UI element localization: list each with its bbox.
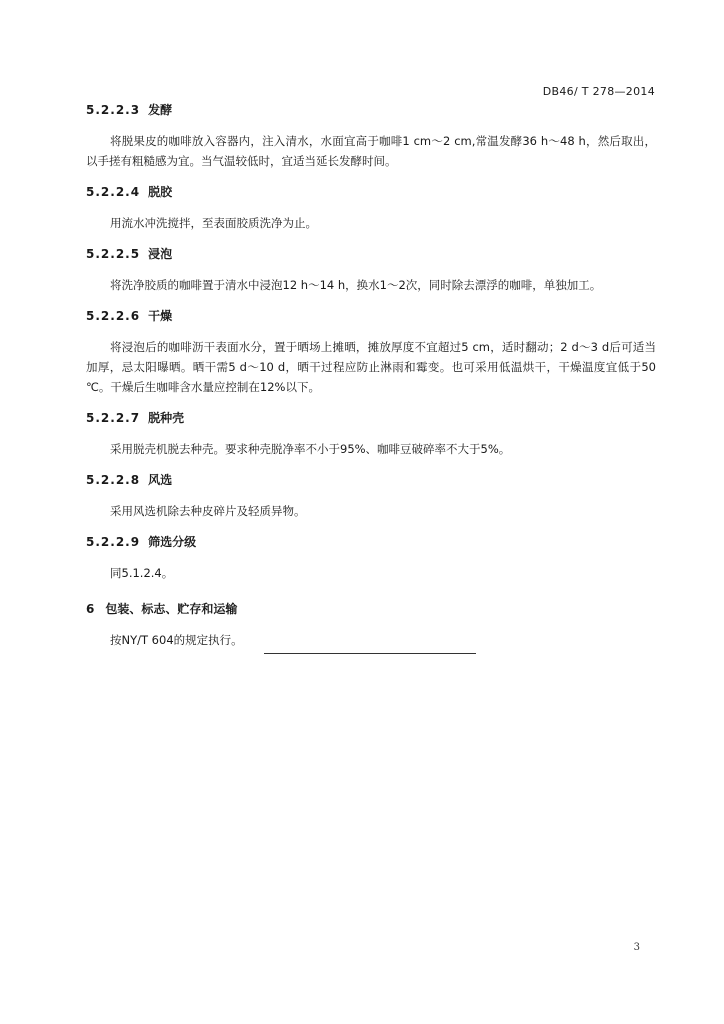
section-paragraph-fermentation: 将脱果皮的咖啡放入容器内，注入清水，水面宜高于咖啡1 cm～2 cm,常温发酵36 h～48 h，然后取出，以手搓有粗糙感为宜。当气温较低时，宜适当延长发酵时间。 [86, 134, 656, 168]
section-heading-winnowing [86, 472, 656, 488]
section-title: 筛选分级 [148, 535, 197, 549]
section-title: 发酵 [148, 103, 173, 117]
section-paragraph-soaking: 将洗净胶质的咖啡置于清水中浸泡12 h～14 h，换水1～2次，同时除去漂浮的咖啡，单独加工。 [110, 278, 602, 292]
section-heading-drying [86, 308, 656, 324]
section-number: 5.2.2.8 [86, 473, 141, 487]
document-code: DB46/ T 278—2014 [542, 85, 655, 98]
section-title: 干燥 [148, 309, 173, 323]
section-paragraph-drying: 将浸泡后的咖啡沥干表面水分，置于晒场上摊晒，摊放厚度不宜超过5 cm，适时翻动；2 d～3 d后可适当加厚，忌太阳曝晒。晒干需5 d～10 d，晒干过程应防止淋雨和霉变。也可采用低温烘干，干燥温度宜低于50 ℃。干燥后生咖啡含水量应控制在12%以下。 [86, 340, 656, 394]
section-heading-grading [86, 534, 656, 550]
document-body [86, 102, 656, 663]
section-paragraph-degumming: 用流水冲洗搅拌，至表面胶质洗净为止。 [110, 216, 317, 230]
section-heading-soaking [86, 246, 656, 262]
section-heading-fermentation [86, 102, 656, 118]
section-heading-packaging [86, 601, 656, 617]
section-title: 浸泡 [148, 247, 173, 261]
section-number: 5.2.2.5 [86, 247, 141, 261]
section-number: 5.2.2.3 [86, 103, 141, 117]
end-of-document-rule [264, 653, 476, 654]
section-paragraph-hulling: 采用脱壳机脱去种壳。要求种壳脱净率不小于95%、咖啡豆破碎率不大于5%。 [110, 442, 511, 456]
section-heading-degumming [86, 184, 656, 200]
section-number: 5.2.2.6 [86, 309, 141, 323]
section-title: 包装、标志、贮存和运输 [105, 602, 238, 616]
section-title: 脱胶 [148, 185, 173, 199]
section-paragraph-packaging: 按NY/T 604的规定执行。 [110, 633, 243, 647]
section-number: 6 [86, 602, 96, 616]
section-title: 风选 [148, 473, 173, 487]
section-heading-hulling [86, 410, 656, 426]
section-paragraph-winnowing: 采用风选机除去种皮碎片及轻质异物。 [110, 504, 306, 518]
page-number: 3 [633, 942, 640, 953]
section-paragraph-grading: 同5.1.2.4。 [110, 566, 174, 580]
section-number: 5.2.2.7 [86, 411, 141, 425]
section-number: 5.2.2.9 [86, 535, 141, 549]
section-number: 5.2.2.4 [86, 185, 141, 199]
section-title: 脱种壳 [148, 411, 185, 425]
